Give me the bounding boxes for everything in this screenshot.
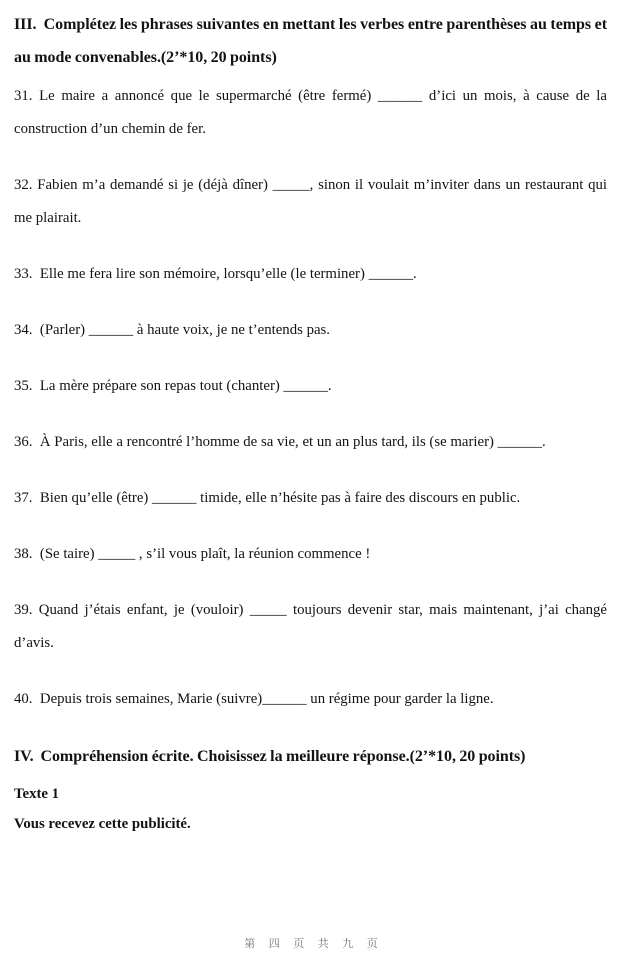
texte-1-label: Texte 1 <box>14 786 60 802</box>
question-31: 31. Le maire a annoncé que le supermarché (être fermé) ______ d’ici un mois, à cause de la construction d’un chemin de fer. <box>14 88 607 137</box>
question-36: 36. À Paris, elle a rencontré l’homme de sa vie, et un an plus tard, ils (se marier) ______. <box>14 434 546 450</box>
section-4-heading: IV. Compréhension écrite. Choisissez la meilleure réponse.(2’*10, 20 points) <box>14 748 526 765</box>
question-40: 40. Depuis trois semaines, Marie (suivre)______ un régime pour garder la ligne. <box>14 691 494 707</box>
question-32: 32. Fabien m’a demandé si je (déjà dîner) _____, sinon il voulait m’inviter dans un restaurant qui me plairait. <box>14 177 607 226</box>
question-35: 35. La mère prépare son repas tout (chanter) ______. <box>14 378 332 394</box>
texte-1-intro: Vous recevez cette publicité. <box>14 816 191 832</box>
section-3-heading: III. Complétez les phrases suivantes en mettant les verbes entre parenthèses au temps et au mode convenables.(2’*10, 20 points) <box>14 16 607 66</box>
question-34: 34. (Parler) ______ à haute voix, je ne t’entends pas. <box>14 322 330 338</box>
page-number-footer: 第 四 页 共 九 页 <box>244 937 383 950</box>
question-33: 33. Elle me fera lire son mémoire, lorsqu’elle (le terminer) ______. <box>14 266 417 282</box>
question-39: 39. Quand j’étais enfant, je (vouloir) _____ toujours devenir star, mais maintenant, j’ai changé d’avis. <box>14 602 607 651</box>
question-37: 37. Bien qu’elle (être) ______ timide, elle n’hésite pas à faire des discours en public. <box>14 490 521 506</box>
question-38: 38. (Se taire) _____ , s’il vous plaît, la réunion commence ! <box>14 546 371 562</box>
